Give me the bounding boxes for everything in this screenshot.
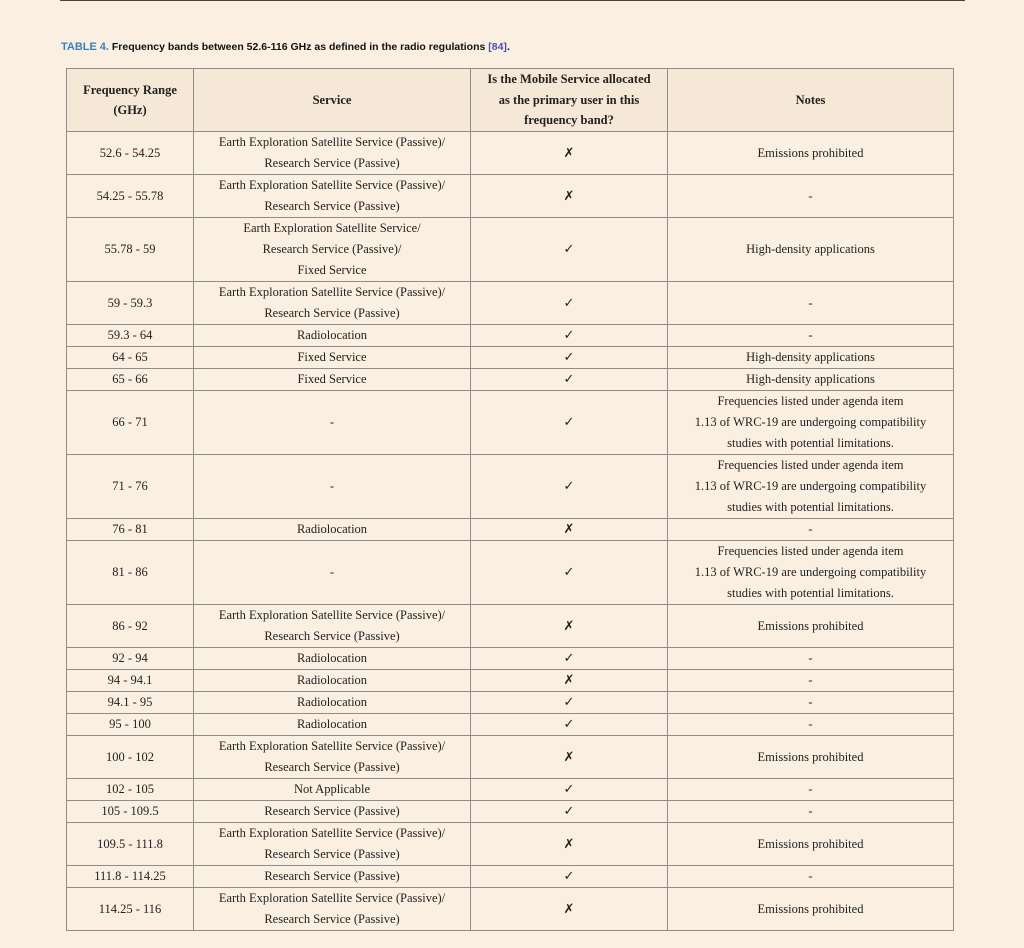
cell-service (194, 369, 471, 391)
cell-frequency-range: 59 - 59.3 (67, 282, 194, 325)
service-line: Fixed Service (297, 263, 367, 277)
notes-line: studies with potential limitations. (727, 586, 894, 600)
cell-service (194, 714, 471, 736)
header-mobile-primary: Is the Mobile Service allocated as the primary user in this frequency band? (471, 69, 668, 132)
cell-service (194, 648, 471, 670)
table-row (67, 369, 954, 391)
cell-frequency-range: 52.6 - 54.25 (67, 132, 194, 175)
check-mark-icon: ✓ (471, 282, 668, 325)
cell-service (194, 541, 471, 605)
service-line: Research Service (Passive) (264, 804, 400, 818)
cell-service (194, 692, 471, 714)
service-line: Earth Exploration Satellite Service (Passive)/ (218, 826, 446, 840)
cell-frequency-range: 94.1 - 95 (67, 692, 194, 714)
cell-frequency-range: 92 - 94 (67, 648, 194, 670)
service-line: Earth Exploration Satellite Service (Passive)/ (218, 135, 446, 149)
service-line: Research Service (Passive) (264, 760, 400, 774)
cross-mark-icon: ✗ (471, 132, 668, 175)
check-mark-icon: ✓ (471, 541, 668, 605)
table-row (67, 347, 954, 369)
notes-line: - (808, 673, 813, 687)
cell-frequency-range: 65 - 66 (67, 369, 194, 391)
cell-notes (668, 779, 954, 801)
cross-mark-icon: ✗ (471, 736, 668, 779)
cell-frequency-range: 76 - 81 (67, 519, 194, 541)
table-row (67, 455, 954, 519)
service-line: Earth Exploration Satellite Service (Passive)/ (218, 891, 446, 905)
cell-service (194, 347, 471, 369)
service-line: Research Service (Passive) (264, 912, 400, 926)
cell-notes (668, 455, 954, 519)
service-line: Research Service (Passive) (264, 847, 400, 861)
cell-notes (668, 325, 954, 347)
service-line: Research Service (Passive)/ (262, 242, 402, 256)
table-row (67, 605, 954, 648)
service-line: Radiolocation (296, 673, 368, 687)
cell-frequency-range: 94 - 94.1 (67, 670, 194, 692)
table-row (67, 736, 954, 779)
cell-frequency-range: 100 - 102 (67, 736, 194, 779)
cell-notes (668, 132, 954, 175)
notes-line: - (808, 782, 813, 796)
notes-line: studies with potential limitations. (727, 500, 894, 514)
check-mark-icon: ✓ (471, 347, 668, 369)
cross-mark-icon: ✗ (471, 605, 668, 648)
cell-notes (668, 605, 954, 648)
cell-frequency-range: 109.5 - 111.8 (67, 823, 194, 866)
caption-text: Frequency bands between 52.6-116 GHz as defined in the radio regulations (111, 41, 486, 53)
notes-line: Emissions prohibited (757, 145, 864, 160)
cell-frequency-range: 66 - 71 (67, 391, 194, 455)
cell-service (194, 325, 471, 347)
table-row (67, 866, 954, 888)
cell-notes (668, 866, 954, 888)
cell-service (194, 391, 471, 455)
cell-service (194, 455, 471, 519)
header-service: Service (194, 69, 471, 132)
table-row (67, 714, 954, 736)
cell-frequency-range: 86 - 92 (67, 605, 194, 648)
service-line: Radiolocation (296, 651, 368, 665)
table-row (67, 801, 954, 823)
cell-service (194, 282, 471, 325)
cell-frequency-range: 95 - 100 (67, 714, 194, 736)
check-mark-icon: ✓ (471, 648, 668, 670)
cell-frequency-range: 54.25 - 55.78 (67, 175, 194, 218)
cell-notes (668, 175, 954, 218)
table-row (67, 282, 954, 325)
cross-mark-icon: ✗ (471, 888, 668, 931)
notes-line: - (808, 188, 813, 203)
service-line: Radiolocation (296, 328, 368, 342)
service-line: - (329, 415, 335, 429)
cell-service (194, 823, 471, 866)
check-mark-icon: ✓ (471, 714, 668, 736)
cell-service (194, 801, 471, 823)
table-row (67, 541, 954, 605)
cell-service (194, 605, 471, 648)
cell-frequency-range: 71 - 76 (67, 455, 194, 519)
check-mark-icon: ✓ (471, 866, 668, 888)
check-mark-icon: ✓ (471, 779, 668, 801)
notes-line: Emissions prohibited (757, 836, 864, 851)
service-line: Fixed Service (297, 350, 367, 364)
caption-end: . (506, 41, 510, 53)
table-row (67, 779, 954, 801)
notes-line: 1.13 of WRC-19 are undergoing compatibility (694, 479, 927, 493)
table-label: TABLE (61, 41, 97, 53)
check-mark-icon: ✓ (471, 369, 668, 391)
notes-line: Emissions prohibited (757, 749, 864, 764)
service-line: Earth Exploration Satellite Service (Passive)/ (218, 178, 446, 192)
cell-notes (668, 714, 954, 736)
cell-notes (668, 823, 954, 866)
table-row (67, 325, 954, 347)
cell-service (194, 670, 471, 692)
cell-notes (668, 347, 954, 369)
notes-line: Emissions prohibited (757, 901, 864, 916)
table-row (67, 823, 954, 866)
notes-line: 1.13 of WRC-19 are undergoing compatibility (694, 565, 927, 579)
cell-frequency-range: 102 - 105 (67, 779, 194, 801)
cell-frequency-range: 111.8 - 114.25 (67, 866, 194, 888)
cell-service (194, 779, 471, 801)
notes-line: Emissions prohibited (757, 618, 864, 633)
notes-line: Frequencies listed under agenda item (717, 458, 904, 472)
service-line: Not Applicable (293, 782, 371, 796)
check-mark-icon: ✓ (471, 692, 668, 714)
notes-line: Frequencies listed under agenda item (717, 394, 904, 408)
cell-frequency-range: 55.78 - 59 (67, 218, 194, 282)
check-mark-icon: ✓ (471, 455, 668, 519)
service-line: Research Service (Passive) (264, 156, 400, 170)
cell-frequency-range: 105 - 109.5 (67, 801, 194, 823)
notes-line: 1.13 of WRC-19 are undergoing compatibility (694, 415, 927, 429)
service-line: Earth Exploration Satellite Service (Passive)/ (218, 739, 446, 753)
table-row (67, 670, 954, 692)
table-row (67, 132, 954, 175)
table-row (67, 888, 954, 931)
service-line: Research Service (Passive) (264, 199, 400, 213)
reference-link[interactable]: [84] (488, 41, 507, 53)
cell-service (194, 888, 471, 931)
check-mark-icon: ✓ (471, 801, 668, 823)
frequency-table (66, 68, 954, 931)
notes-line: High-density applications (746, 372, 875, 386)
service-line: - (329, 565, 335, 579)
cell-service (194, 866, 471, 888)
cell-frequency-range: 59.3 - 64 (67, 325, 194, 347)
cell-notes (668, 541, 954, 605)
cell-frequency-range: 81 - 86 (67, 541, 194, 605)
cell-service (194, 175, 471, 218)
service-line: Research Service (Passive) (264, 869, 400, 883)
service-line: Earth Exploration Satellite Service (Passive)/ (218, 285, 446, 299)
check-mark-icon: ✓ (471, 391, 668, 455)
notes-line: - (808, 522, 813, 536)
table-body (67, 132, 954, 931)
cell-notes (668, 218, 954, 282)
check-mark-icon: ✓ (471, 218, 668, 282)
cell-notes (668, 801, 954, 823)
cell-notes (668, 736, 954, 779)
cell-notes (668, 369, 954, 391)
service-line: Fixed Service (297, 372, 367, 386)
cell-notes (668, 670, 954, 692)
cross-mark-icon: ✗ (471, 670, 668, 692)
service-line: Radiolocation (296, 695, 368, 709)
header-frequency-range: Frequency Range (GHz) (67, 69, 194, 132)
table-row (67, 391, 954, 455)
table-row (67, 175, 954, 218)
notes-line: - (808, 295, 813, 310)
service-line: Research Service (Passive) (264, 629, 400, 643)
table-row (67, 648, 954, 670)
cell-notes (668, 391, 954, 455)
table-header-row (67, 69, 954, 132)
notes-line: - (808, 804, 813, 818)
service-line: Radiolocation (296, 717, 368, 731)
service-line: Earth Exploration Satellite Service/ (243, 221, 421, 235)
cross-mark-icon: ✗ (471, 519, 668, 541)
table-caption (61, 41, 510, 53)
notes-line: - (808, 695, 813, 709)
cross-mark-icon: ✗ (471, 175, 668, 218)
notes-line: - (808, 869, 813, 883)
service-line: - (329, 479, 335, 493)
cell-frequency-range: 64 - 65 (67, 347, 194, 369)
notes-line: - (808, 651, 813, 665)
cell-notes (668, 282, 954, 325)
table-row (67, 519, 954, 541)
table-row (67, 692, 954, 714)
notes-line: - (808, 328, 813, 342)
cell-service (194, 519, 471, 541)
table-row (67, 218, 954, 282)
header-notes: Notes (668, 69, 954, 132)
table-number: 4. (99, 41, 109, 53)
notes-line: Frequencies listed under agenda item (717, 544, 904, 558)
cell-service (194, 218, 471, 282)
cell-service (194, 132, 471, 175)
cross-mark-icon: ✗ (471, 823, 668, 866)
cell-service (194, 736, 471, 779)
service-line: Earth Exploration Satellite Service (Passive)/ (218, 608, 446, 622)
notes-line: studies with potential limitations. (727, 436, 894, 450)
cell-notes (668, 648, 954, 670)
cell-notes (668, 888, 954, 931)
notes-line: High-density applications (746, 350, 875, 364)
top-rule (60, 0, 965, 1)
cell-notes (668, 692, 954, 714)
check-mark-icon: ✓ (471, 325, 668, 347)
notes-line: - (808, 717, 813, 731)
notes-line: High-density applications (746, 242, 875, 256)
cell-frequency-range: 114.25 - 116 (67, 888, 194, 931)
service-line: Research Service (Passive) (264, 306, 400, 320)
cell-notes (668, 519, 954, 541)
service-line: Radiolocation (296, 522, 368, 536)
